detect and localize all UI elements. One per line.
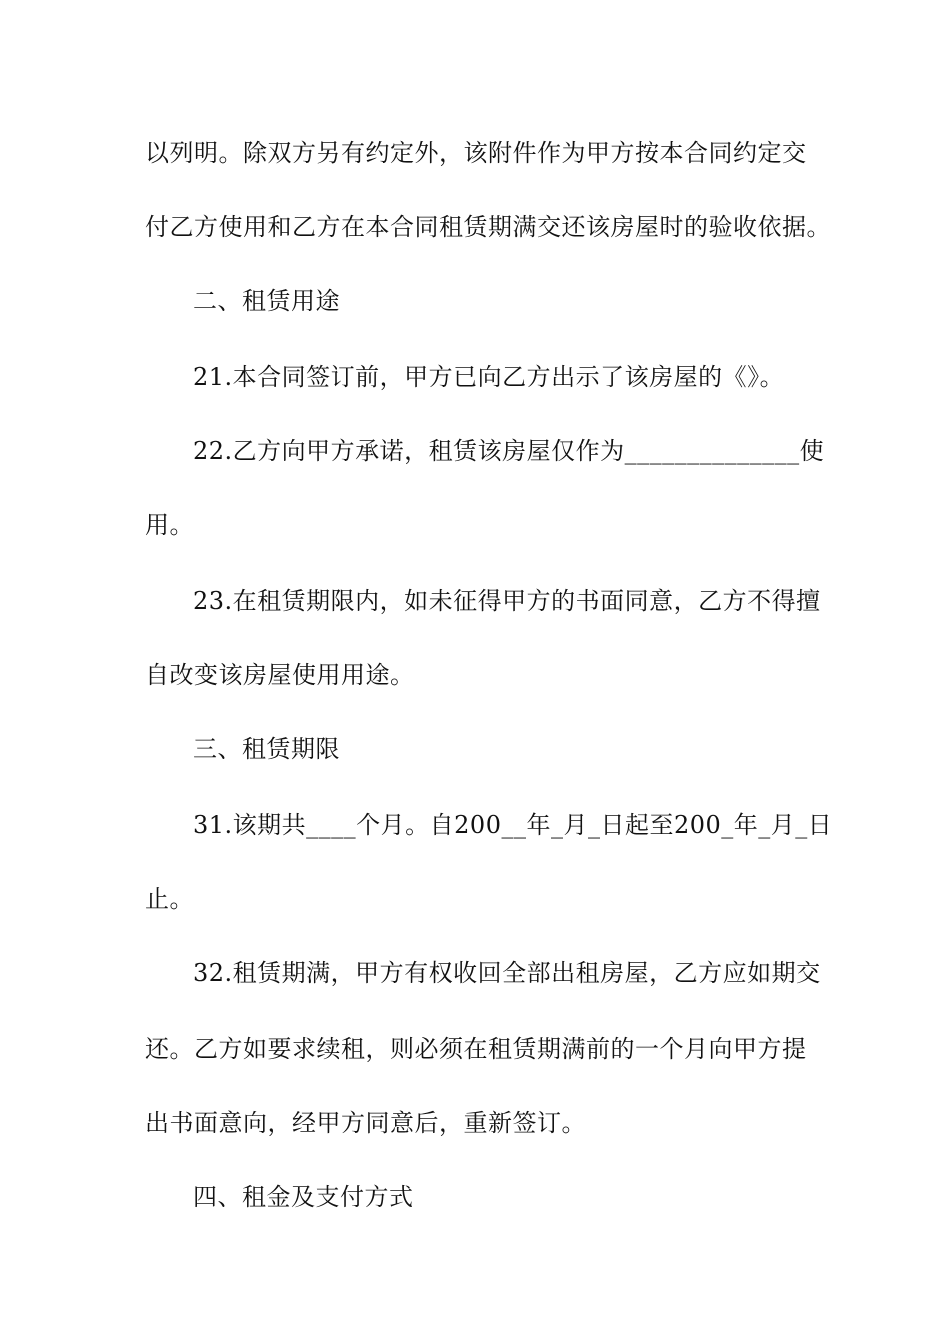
clause-31-continuation: 止。: [145, 885, 194, 913]
section-heading: 三、租赁期限: [193, 735, 340, 763]
clause-22-text: 22.乙方向甲方承诺，租赁该房屋仅作为______________: [193, 437, 800, 465]
clause-32-continuation: 还。乙方如要求续租，则必须在租赁期满前的一个月向甲方提: [145, 1035, 807, 1063]
clause-23: 23.在租赁期限内，如未征得甲方的书面同意，乙方不得擅: [193, 587, 821, 615]
section-heading: 四、租金及支付方式: [193, 1183, 414, 1211]
clause-23-continuation: 自改变该房屋使用用途。: [145, 661, 415, 689]
clause-22: [193, 436, 825, 466]
clause-31: 31.该期共____个月。自200__年_月_日起至200_年_月_日: [193, 811, 833, 839]
paragraph-line: 付乙方使用和乙方在本合同租赁期满交还该房屋时的验收依据。: [145, 213, 831, 241]
clause-22-continuation: 用。: [145, 511, 194, 539]
paragraph-line: 以列明。除双方另有约定外，该附件作为甲方按本合同约定交: [145, 139, 807, 167]
clause-32: 32.租赁期满，甲方有权收回全部出租房屋，乙方应如期交: [193, 959, 821, 987]
clause-21: 21.本合同签订前，甲方已向乙方出示了该房屋的《》。: [193, 363, 785, 391]
clause-22-tail: 使: [799, 437, 825, 465]
clause-32-continuation: 出书面意向，经甲方同意后，重新签订。: [145, 1109, 586, 1137]
section-heading: 二、租赁用途: [193, 287, 340, 315]
